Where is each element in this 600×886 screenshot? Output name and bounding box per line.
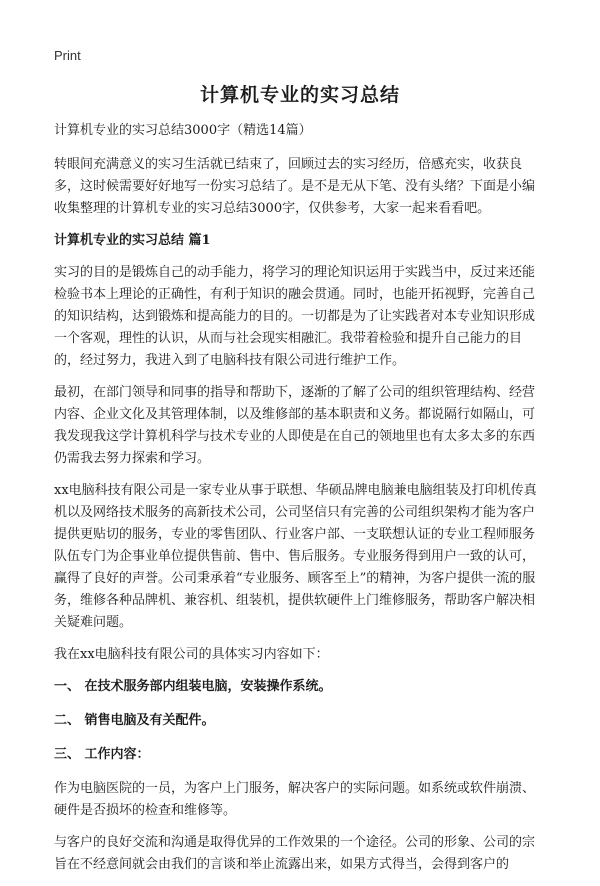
document-subtitle: 计算机专业的实习总结3000字（精选14篇） xyxy=(54,123,312,138)
body-paragraph: 与客户的良好交流和沟通是取得优异的工作效果的一个途径。公司的形象、公司的宗旨在不经意间就会由我们的言谈和举止流露出来，如果方式得当，会得到客户的 xyxy=(54,835,536,872)
document-body xyxy=(54,120,546,886)
page-title: 计算机专业的实习总结 xyxy=(199,84,400,106)
list-item: 三、 工作内容： xyxy=(54,747,150,762)
body-paragraph: 实习的目的是锻炼自己的动手能力，将学习的理论知识运用于实践当中，反过来还能检验书本上理论的正确性，有利于知识的融会贯通。同时，也能开拓视野，完善自己的知识结构，达到锻炼和提高能力的目的。一切都是为了让实践者对本专业知识形成一个客观，理性的认识，从而与社会现实相融汇。我带着检验和提升自己能力的目的，经过努力，我进入到了电脑科技有限公司进行维护工作。 xyxy=(54,265,536,368)
body-paragraph: xx电脑科技有限公司是一家专业从事于联想、华硕品牌电脑兼电脑组装及打印机传真机以及网络技术服务的高新技术公司，公司坚信只有完善的公司组织架构才能为客户提供更贴切的服务，专业的零售团队、行业客户部、一支联想认证的专业工程师服务队伍专门为企事业单位提供售前、售中、售后服务。专业服务得到用户一致的认可，赢得了良好的声誉。公司秉承着“专业服务、顾客至上”的精神，为客户提供一流的服务，维修各种品牌机、兼容机、组装机，提供软硬件上门维修服务，帮助客户解决相关疑难问题。 xyxy=(54,483,537,630)
section-heading: 计算机专业的实习总结 篇1 xyxy=(54,233,211,248)
list-item: 一、 在技术服务部内组装电脑，安装操作系统。 xyxy=(54,679,332,694)
body-paragraph: 我在xx电脑科技有限公司的具体实习内容如下： xyxy=(54,647,329,662)
body-paragraph: 最初，在部门领导和同事的指导和帮助下，逐渐的了解了公司的组织管理结构、经营内容、企业文化及其管理体制，以及维修部的基本职责和义务。都说隔行如隔山，可我发现我这学计算机科学与技术专业的人即使是在自己的领地里也有太多太多的东西仍需我去努力探索和学习。 xyxy=(54,385,536,466)
body-paragraph: 作为电脑医院的一员，为客户上门服务，解决客户的实际问题。如系统或软件崩溃、硬件是否损坏的检查和维修等。 xyxy=(54,781,536,818)
print-link[interactable]: Print xyxy=(54,48,81,63)
intro-paragraph: 转眼间充满意义的实习生活就已结束了，回顾过去的实习经历，倍感充实，收获良多，这时候需要好好地写一份实习总结了。是不是无从下笔、没有头绪？下面是小编收集整理的计算机专业的实习总结3000字，仅供参考，大家一起来看看吧。 xyxy=(54,157,536,216)
list-item: 二、 销售电脑及有关配件。 xyxy=(54,713,215,728)
